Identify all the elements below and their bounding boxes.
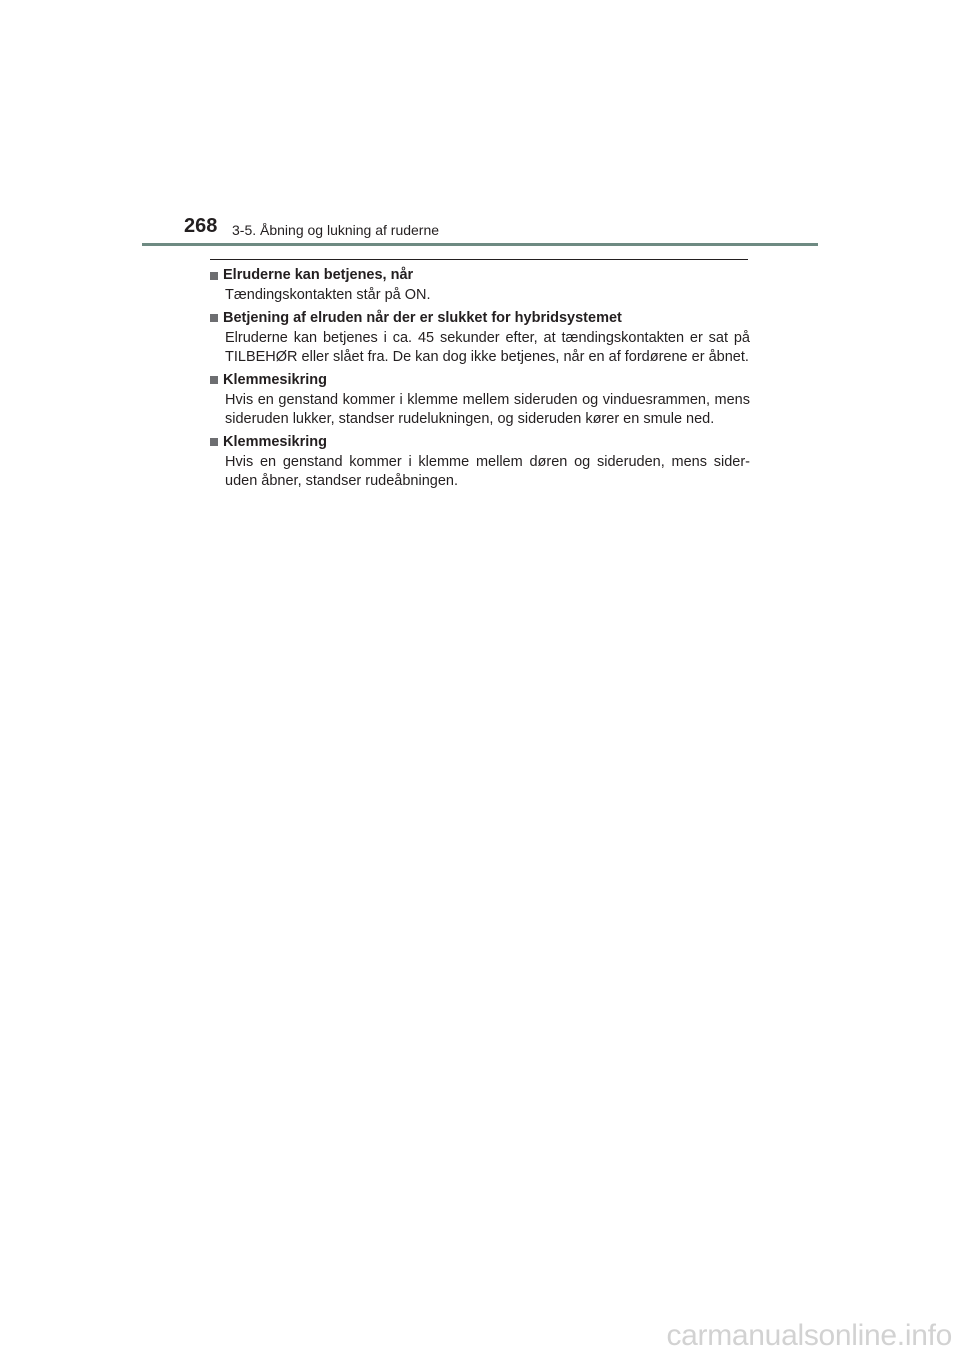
section-title: 3-5. Åbning og lukning af ruderne: [232, 222, 440, 238]
square-icon: [210, 314, 218, 322]
list-item: [210, 266, 750, 306]
item-body: Elruderne kan betjenes i ca. 45 sekunder efter, at tændingskontakten er sat på TILBEHØR eller slået fra. De kan dog ikke betjenes, når en af fordørene er åbnet.: [225, 329, 750, 365]
item-heading: [210, 309, 750, 328]
item-body: Hvis en genstand kommer i klemme mellem sideruden og vinduesrammen, mens sideruden lukker, standser rudelukningen, og sideruden kører en smule ned.: [225, 391, 750, 427]
list-item: [210, 433, 750, 492]
list-item: [210, 371, 750, 430]
item-body: Hvis en genstand kommer i klemme mellem døren og sideruden, mens sider-uden åbner, standser rudeåbningen.: [225, 453, 750, 489]
item-heading: [210, 371, 750, 390]
item-heading-text: Klemmesikring: [223, 371, 327, 388]
item-heading-text: Betjening af elruden når der er slukket for hybridsystemet: [223, 309, 622, 326]
square-icon: [210, 438, 218, 446]
item-heading-text: Elruderne kan betjenes, når: [223, 267, 414, 283]
item-heading-text: Klemmesikring: [223, 433, 327, 450]
square-icon: [210, 376, 218, 384]
header-divider: [142, 243, 818, 246]
content: [210, 266, 750, 495]
page-number: 268: [184, 215, 218, 237]
content-divider: [210, 259, 748, 260]
item-body: Tændingskontakten står på ON.: [225, 287, 431, 303]
item-heading: [210, 433, 750, 452]
square-icon: [210, 272, 218, 280]
watermark: carmanualsonline.info: [666, 1319, 952, 1352]
list-item: [210, 309, 750, 368]
item-heading: [210, 266, 750, 285]
